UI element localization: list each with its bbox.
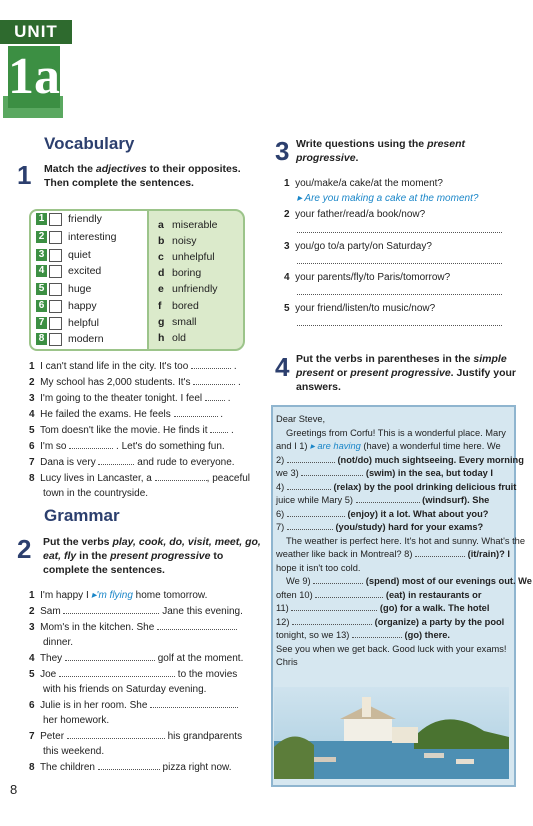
ex1-sentence: 7 Dana is very and rude to everyone.	[29, 457, 235, 468]
exercise-3-instructions: Write questions using the present progressive.	[296, 138, 466, 164]
answer-blank[interactable]	[155, 472, 207, 481]
ex1-sentence: 3 I'm going to the theater tonight. I feel .	[29, 393, 231, 404]
match-word: modern	[68, 333, 104, 345]
item-number-badge: 7	[36, 317, 47, 329]
answer-line[interactable]	[297, 255, 502, 264]
match-word-row	[36, 264, 102, 278]
match-word-row	[36, 248, 91, 262]
match-word: friendly	[68, 213, 102, 225]
answer-checkbox[interactable]	[49, 300, 62, 313]
ex2-answer-example: ▸'m flying	[91, 590, 133, 601]
match-option: a miserable	[158, 219, 218, 231]
item-number-badge: 3	[36, 249, 47, 261]
answer-checkbox[interactable]	[49, 231, 62, 244]
corfu-photo	[274, 687, 509, 779]
match-option: g small	[158, 316, 197, 328]
match-option: d boring	[158, 267, 202, 279]
answer-blank[interactable]	[98, 456, 134, 465]
exercise-2-number: 2	[17, 534, 32, 564]
match-word-row	[36, 212, 102, 226]
match-option: h old	[158, 332, 187, 344]
ex2-item-7-cont: this weekend.	[43, 746, 105, 757]
answer-checkbox[interactable]	[49, 249, 62, 262]
unit-number: 1a	[8, 46, 60, 108]
exercise-4-instructions: Put the verbs in parentheses in the simple present or present progressive. Justify your answers.	[296, 353, 517, 393]
ex1-sentence: 5 Tom doesn't like the movie. He finds it .	[29, 425, 234, 436]
match-option: c unhelpful	[158, 251, 215, 263]
match-word-row	[36, 282, 92, 296]
ex2-item-5-cont: with his friends on Saturday evening.	[43, 684, 207, 695]
match-word: quiet	[68, 249, 91, 261]
match-word: huge	[68, 283, 92, 295]
match-word-row	[36, 299, 97, 313]
ex3-q2: 2 your father/read/a book/now?	[284, 209, 426, 220]
exercise-1-instructions: Match the adjectives to their opposites. Then complete the sentences.	[44, 163, 241, 189]
ex2-item-8: 8 The children pizza right now.	[29, 762, 232, 773]
answer-checkbox[interactable]	[49, 333, 62, 346]
answer-line[interactable]	[297, 317, 502, 326]
unit-label: UNIT	[0, 20, 72, 44]
ex2-item-7: 7 Peter his grandparents	[29, 731, 243, 742]
ex3-q4: 4 your parents/fly/to Paris/tomorrow?	[284, 272, 451, 283]
item-number-badge: 2	[36, 231, 47, 243]
answer-blank[interactable]	[150, 699, 238, 708]
answer-blank[interactable]	[59, 668, 175, 677]
answer-checkbox[interactable]	[49, 317, 62, 330]
exercise-2-instructions: Put the verbs play, cook, do, visit, meet, go, eat, fly in the present progressive to complete the sentences.	[43, 536, 261, 576]
match-word: helpful	[68, 317, 99, 329]
answer-line[interactable]	[297, 224, 502, 233]
ex1-sentence: 4 He failed the exams. He feels .	[29, 409, 224, 420]
answer-blank[interactable]	[67, 730, 165, 739]
answer-blank[interactable]	[193, 376, 235, 385]
match-word-row	[36, 316, 99, 330]
answer-blank[interactable]	[174, 408, 218, 417]
match-word: excited	[68, 265, 102, 277]
ex1-sentence: 8 Lucy lives in Lancaster, a , peaceful	[29, 473, 251, 484]
item-number-badge: 1	[36, 213, 47, 225]
ex3-q1-answer: ▸ Are you making a cake at the moment?	[297, 193, 479, 204]
answer-blank[interactable]	[205, 392, 225, 401]
answer-checkbox[interactable]	[49, 265, 62, 278]
answer-blank[interactable]	[98, 761, 160, 770]
match-option: f bored	[158, 300, 199, 312]
item-number-badge: 8	[36, 333, 47, 345]
ex1-sentence: 6 I'm so . Let's do something fun.	[29, 441, 225, 452]
ex2-item-6-cont: her homework.	[43, 715, 110, 726]
ex2-item-4: 4 They golf at the moment.	[29, 653, 244, 664]
ex2-item-1: 1 I'm happy I ▸'m flying home tomorrow.	[29, 590, 208, 601]
match-word: happy	[68, 300, 97, 312]
answer-blank[interactable]	[157, 621, 237, 630]
ex1-sentence: 1 I can't stand life in the city. It's too .	[29, 361, 237, 372]
ex3-q5: 5 your friend/listen/to music/now?	[284, 303, 436, 314]
match-option: e unfriendly	[158, 283, 218, 295]
ex2-item-2: 2 Sam Jane this evening.	[29, 606, 243, 617]
vocabulary-title: Vocabulary	[44, 134, 135, 153]
letter-text: Dear Steve, Greetings from Corfu! This is a wonderful place. Mary and I 1) ▸ are having (have) a wonderful time here. We 2) (not/do) much sightseeing. Every morning we 3) (swim) in the sea, but today I 4) (relax) by the pool drinking delicious fruit juice while Mary 5) (windsurf). She 6) (enjoy) it a lot. What about you? 7) (you/study) hard for your exams? The weather is perfect here. It's hot and sunny. What's the weather like back in Montreal? 8) (it/rain)? I hope it isn't too cold. We 9) (spend) most of our evenings out. We often 10) (eat) in restaurants or 11) (go) for a walk. The hotel 12) (organize) a party by the pool tonight, so we 13) (go) there. See you when we get back. Good luck with your exams! Chris	[276, 414, 532, 667]
ex2-item-5: 5 Joe to the movies	[29, 669, 238, 680]
ex2-item-6: 6 Julie is in her room. She	[29, 699, 238, 712]
ex2-item-3-cont: dinner.	[43, 637, 74, 648]
match-word: interesting	[68, 231, 117, 243]
item-number-badge: 6	[36, 300, 47, 312]
ex2-item-3: 3 Mom's in the kitchen. She	[29, 621, 237, 634]
exercise-3-number: 3	[275, 136, 290, 166]
grammar-title: Grammar	[44, 506, 120, 525]
answer-blank[interactable]	[191, 360, 231, 369]
exercise-4-number: 4	[275, 352, 290, 382]
answer-checkbox[interactable]	[49, 213, 62, 226]
page-number: 8	[10, 782, 18, 797]
item-number-badge: 4	[36, 265, 47, 277]
answer-blank[interactable]	[210, 424, 228, 433]
answer-checkbox[interactable]	[49, 283, 62, 296]
exercise-1-number: 1	[17, 160, 32, 190]
sentence-8-continuation: town in the countryside.	[43, 488, 149, 499]
answer-line[interactable]	[297, 286, 502, 295]
ex3-q3: 3 you/go to/a party/on Saturday?	[284, 241, 432, 252]
match-word-row	[36, 332, 104, 346]
answer-blank[interactable]	[69, 440, 113, 449]
ex3-q1: 1 you/make/a cake/at the moment?	[284, 178, 443, 189]
item-number-badge: 5	[36, 283, 47, 295]
answer-blank[interactable]	[63, 605, 159, 614]
match-word-row	[36, 230, 117, 244]
match-option: b noisy	[158, 235, 197, 247]
answer-blank[interactable]	[65, 652, 155, 661]
ex1-sentence: 2 My school has 2,000 students. It's .	[29, 377, 241, 388]
